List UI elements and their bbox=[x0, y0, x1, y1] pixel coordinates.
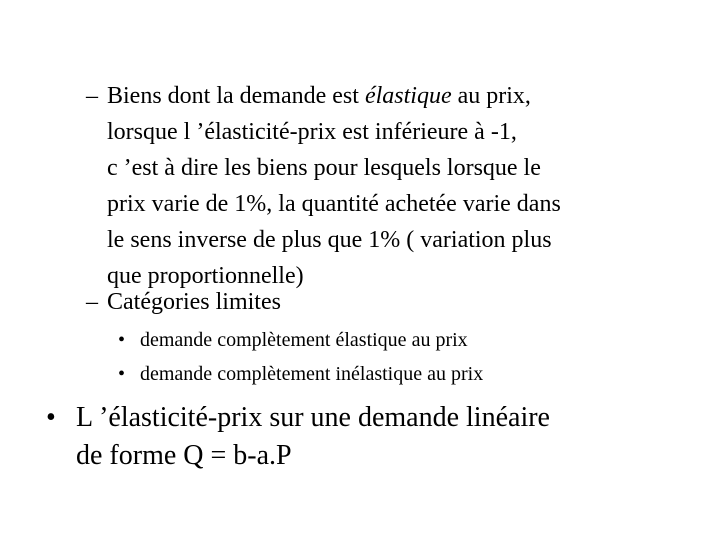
categories-label: Catégories limites bbox=[107, 289, 281, 315]
elastic-before: Biens dont la demande est bbox=[107, 83, 365, 109]
elastic-demand-line-3: c ’est à dire les biens pour lesquels lorsque le bbox=[107, 155, 541, 181]
elastic-demand-line-2: lorsque l ’élasticité-prix est inférieure à -1, bbox=[107, 119, 517, 145]
dot-marker: • bbox=[46, 402, 56, 433]
category-item-inelastic-text: demande complètement inélastique au prix bbox=[140, 363, 484, 385]
elastic-demand-line-6: que proportionnelle) bbox=[107, 263, 304, 289]
elastic-demand-line-1 bbox=[107, 78, 561, 114]
category-item-elastic bbox=[118, 325, 618, 355]
linear-demand-line-1: L ’élasticité-prix sur une demande linéaire bbox=[76, 402, 550, 433]
dash-marker: – bbox=[86, 83, 98, 109]
bullet-categories bbox=[86, 284, 486, 320]
elastic-demand-text bbox=[107, 78, 561, 294]
elastic-after: au prix, bbox=[451, 83, 531, 109]
elastic-demand-line-4: prix varie de 1%, la quantité achetée varie dans bbox=[107, 191, 561, 217]
bullet-linear-demand bbox=[46, 399, 686, 479]
bullet-elastic-demand bbox=[86, 78, 686, 298]
dot-marker: • bbox=[118, 363, 126, 385]
category-item-inelastic bbox=[118, 359, 618, 389]
category-item-elastic-text: demande complètement élastique au prix bbox=[140, 329, 468, 351]
elastic-italic-word: élastique bbox=[364, 83, 452, 109]
linear-demand-text bbox=[76, 399, 550, 475]
dash-marker: – bbox=[86, 289, 98, 315]
linear-demand-line-2: de forme Q = b-a.P bbox=[76, 440, 292, 471]
dot-marker: • bbox=[118, 329, 126, 351]
elastic-demand-line-5: le sens inverse de plus que 1% ( variation plus bbox=[107, 227, 552, 253]
